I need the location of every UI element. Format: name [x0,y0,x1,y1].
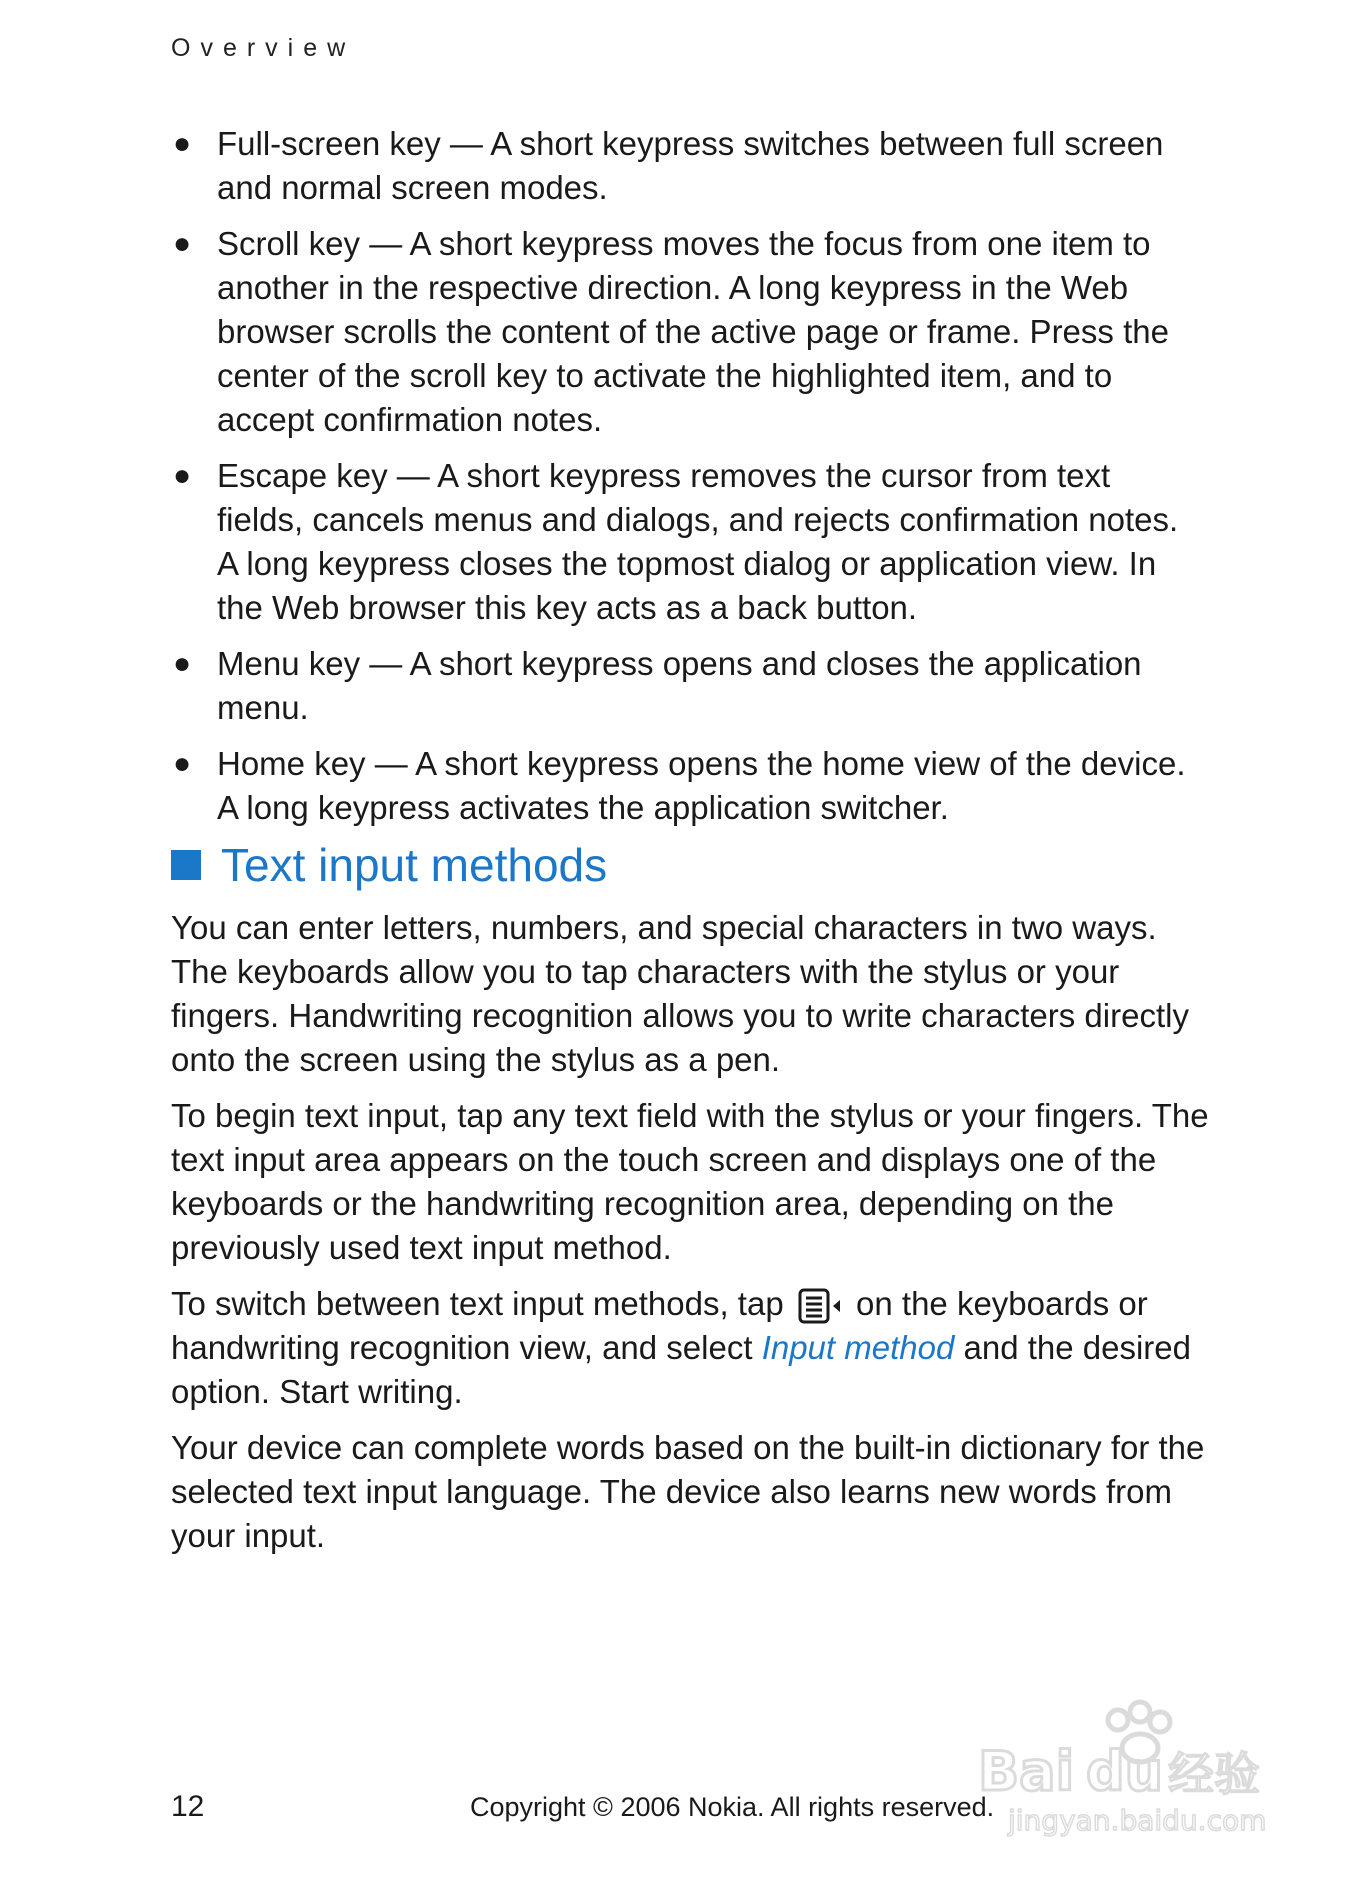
list-item [171,742,1201,830]
paragraph-text: on the keyboards or handwriting recognition view, and select [171,1285,1148,1366]
running-header: Overview [171,34,356,62]
page-number: 12 [171,1790,205,1823]
list-item-text: Scroll key — A short keypress moves the focus from one item to another in the respective direction. A long keypress in the Web browser scrolls the content of the active page or frame. Press the center of the scroll key to activate the highlighted item, and to accept confirmation notes. [217,225,1169,438]
svg-text:Bai: Bai [978,1740,1075,1803]
bullet-icon: ● [173,747,192,780]
paragraph-text: To switch between text input methods, tap [171,1285,784,1322]
bullet-icon: ● [173,647,192,680]
list-item-text: Menu key — A short keypress opens and closes the application menu. [217,645,1142,726]
list-item [171,642,1201,730]
svg-text:jingyan.baidu.com: jingyan.baidu.com [1008,1804,1267,1837]
bullet-icon: ● [173,127,192,160]
key-list [171,122,1201,842]
section-body [171,906,1211,1570]
svg-text:du: du [1086,1740,1164,1803]
square-icon [171,850,201,880]
list-item [171,222,1201,442]
paragraph: You can enter letters, numbers, and special characters in two ways. The keyboards allow you to tap characters with the stylus or your fingers. Handwriting recognition allows you to write characters directly onto the screen using the stylus as a pen. [171,909,1189,1078]
copyright-notice: Copyright © 2006 Nokia. All rights reserved. [470,1792,995,1822]
bullet-icon: ● [173,459,192,492]
svg-text:经验: 经验 [1168,1747,1260,1801]
input-method-term: Input method [761,1329,955,1366]
paragraph [171,1282,1211,1414]
text-input-menu-icon [797,1287,843,1325]
list-item-text: Escape key — A short keypress removes the cursor from text fields, cancels menus and dialogs, and rejects confirmation notes. A long keypress closes the topmost dialog or application view. In the Web browser this key acts as a back button. [217,457,1179,626]
paragraph: To begin text input, tap any text field with the stylus or your fingers. The text input area appears on the touch screen and displays one of the keyboards or the handwriting recognition area, depending on the previously used text input method. [171,1097,1209,1266]
baidu-watermark-logo [968,1690,1288,1840]
list-item [171,454,1201,630]
bullet-icon: ● [173,227,192,260]
list-item [171,122,1201,210]
list-item-text: Full-screen key — A short keypress switches between full screen and normal screen modes. [217,125,1164,206]
paragraph: Your device can complete words based on the built-in dictionary for the selected text input language. The device also learns new words from your input. [171,1429,1205,1554]
paragraph-text: and the desired option. Start writing. [171,1329,1192,1410]
list-item-text: Home key — A short keypress opens the home view of the device. A long keypress activates the application switcher. [217,745,1186,826]
section-heading [171,838,607,892]
section-heading-text: Text input methods [221,839,608,891]
